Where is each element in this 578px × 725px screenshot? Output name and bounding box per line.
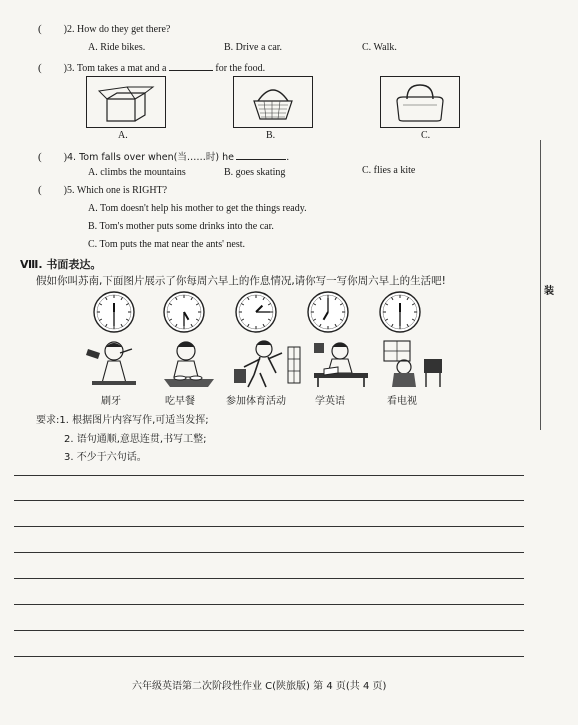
picture-label-a: A. [118,130,128,141]
fill-in-blank[interactable] [169,61,213,71]
answer-paren-close: ) [63,24,68,35]
option-c: C. Tom puts the mat near the ants' nest. [88,239,246,250]
writing-line[interactable] [14,552,524,553]
box-icon [87,77,165,127]
binding-line [540,140,541,430]
option-b: B. Tom's mother puts some drinks into the car. [88,221,274,232]
picture-frame-c [380,76,460,128]
answer-paren-open[interactable]: ( [38,151,42,163]
writing-line[interactable] [14,475,524,476]
question-stem-before: 4. Tom falls over when(当……时) he [67,152,234,163]
writing-line[interactable] [14,500,524,501]
option-a: A. climbs the mountains [88,167,186,178]
answer-paren-open[interactable]: ( [38,184,42,196]
section-title: Ⅷ. 书面表达。 [20,258,102,271]
option-a: A. Ride bikes. [88,42,146,53]
option-a: A. Tom doesn't help his mother to get the things ready. [88,203,307,214]
requirement-1: 要求:1. 根据图片内容写作,可适当发挥; [36,415,209,426]
question-stem-before: 3. Tom takes a mat and a [67,63,167,74]
writing-line[interactable] [14,630,524,631]
question-3 [38,61,265,74]
picture-label-b: B. [266,130,276,141]
option-c: C. Walk. [362,42,397,53]
clock-row [84,290,454,338]
requirement-3: 3. 不少于六句话。 [64,452,147,463]
option-c: C. flies a kite [362,165,416,176]
option-b: B. Drive a car. [224,42,283,53]
activity-caption-1: 刷牙 [101,396,121,407]
fill-in-blank[interactable] [236,150,286,160]
question-stem: 2. How do they get there? [67,24,171,35]
handbag-icon [381,77,459,127]
writing-line[interactable] [14,604,524,605]
writing-intro: 假如你叫苏南,下面图片展示了你每周六早上的作息情况,请你写一写你周六早上的生活吧! [36,275,446,287]
picture-frame-a [86,76,166,128]
clock-2-icon [164,292,204,332]
clock-3-icon [236,292,276,332]
answer-paren-close: ) [63,63,68,74]
picture-label-c: C. [421,130,431,141]
question-stem-after: for the food. [215,63,266,74]
answer-paren-open[interactable]: ( [38,62,42,74]
question-stem-after: . [286,152,289,163]
binding-mark: 装 [544,286,554,297]
question-2 [38,23,170,35]
requirement-2: 2. 语句通顺,意思连贯,书写工整; [64,434,207,445]
activity-caption-4: 学英语 [315,396,345,407]
option-b: B. goes skating [224,167,286,178]
studying-english-icon [314,343,368,387]
activity-caption-3: 参加体育活动 [226,396,286,407]
eating-breakfast-icon [164,342,214,387]
clock-1-icon [94,292,134,332]
answer-paren-close: ) [63,185,68,196]
question-4 [38,149,289,163]
picture-frame-b [233,76,313,128]
activity-illustrations [80,337,450,391]
writing-line[interactable] [14,578,524,579]
watching-tv-icon [384,341,442,387]
answer-paren-close: ) [63,152,68,163]
answer-paren-open[interactable]: ( [38,23,42,35]
activity-caption-2: 吃早餐 [165,396,195,407]
basket-icon [234,77,312,127]
writing-line[interactable] [14,526,524,527]
question-5 [38,184,167,196]
clock-5-icon [380,292,420,332]
brushing-teeth-icon [86,342,136,385]
question-stem: 5. Which one is RIGHT? [67,185,168,196]
activity-caption-5: 看电视 [387,396,417,407]
writing-line[interactable] [14,656,524,657]
clock-4-icon [308,292,348,332]
page-footer: 六年级英语第二次阶段性作业 C(陕旅版) 第 4 页(共 4 页) [132,681,387,692]
sports-activity-icon [234,341,300,387]
